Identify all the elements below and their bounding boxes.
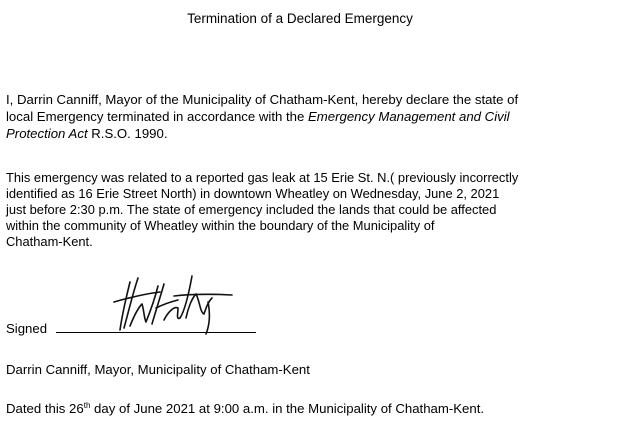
dated-statement	[6, 400, 484, 417]
dated-text-end: day of June 2021 at 9:00 a.m. in the Municipality of Chatham-Kent.	[90, 401, 485, 416]
details-line: This emergency was related to a reported gas leak at 15 Erie St. N.( previously incorrectly	[6, 170, 519, 185]
act-name-part-2: Protection Act	[6, 126, 88, 141]
signatory-name: Darrin Canniff, Mayor, Municipality of Chatham-Kent	[6, 362, 310, 377]
details-paragraph	[6, 170, 616, 250]
details-line: Chatham-Kent.	[6, 234, 93, 249]
declaration-line-2	[6, 108, 616, 125]
details-line: just before 2:30 p.m. The state of emergency included the lands that could be affected	[6, 202, 497, 217]
dated-text-start: Dated this 26	[6, 401, 84, 416]
declaration-paragraph	[6, 91, 616, 142]
ordinal-suffix: th	[83, 401, 91, 410]
act-name-part-1: Emergency Management and Civil	[308, 109, 510, 124]
handwritten-signature	[108, 268, 238, 338]
declaration-line-3	[6, 125, 616, 142]
details-line: within the community of Wheatley within the boundary of the Municipality of	[6, 218, 435, 233]
declaration-line-3-text: R.S.O. 1990.	[87, 126, 168, 141]
document-title: Termination of a Declared Emergency	[187, 11, 413, 26]
details-line: identified as 16 Erie Street North) in downtown Wheatley on Wednesday, June 2, 2021	[6, 186, 500, 201]
declaration-line-2-text: local Emergency terminated in accordance with the	[6, 109, 308, 124]
declaration-line-1: I, Darrin Canniff, Mayor of the Municipality of Chatham-Kent, hereby declare the state of	[6, 92, 519, 107]
signed-label: Signed	[6, 321, 48, 336]
